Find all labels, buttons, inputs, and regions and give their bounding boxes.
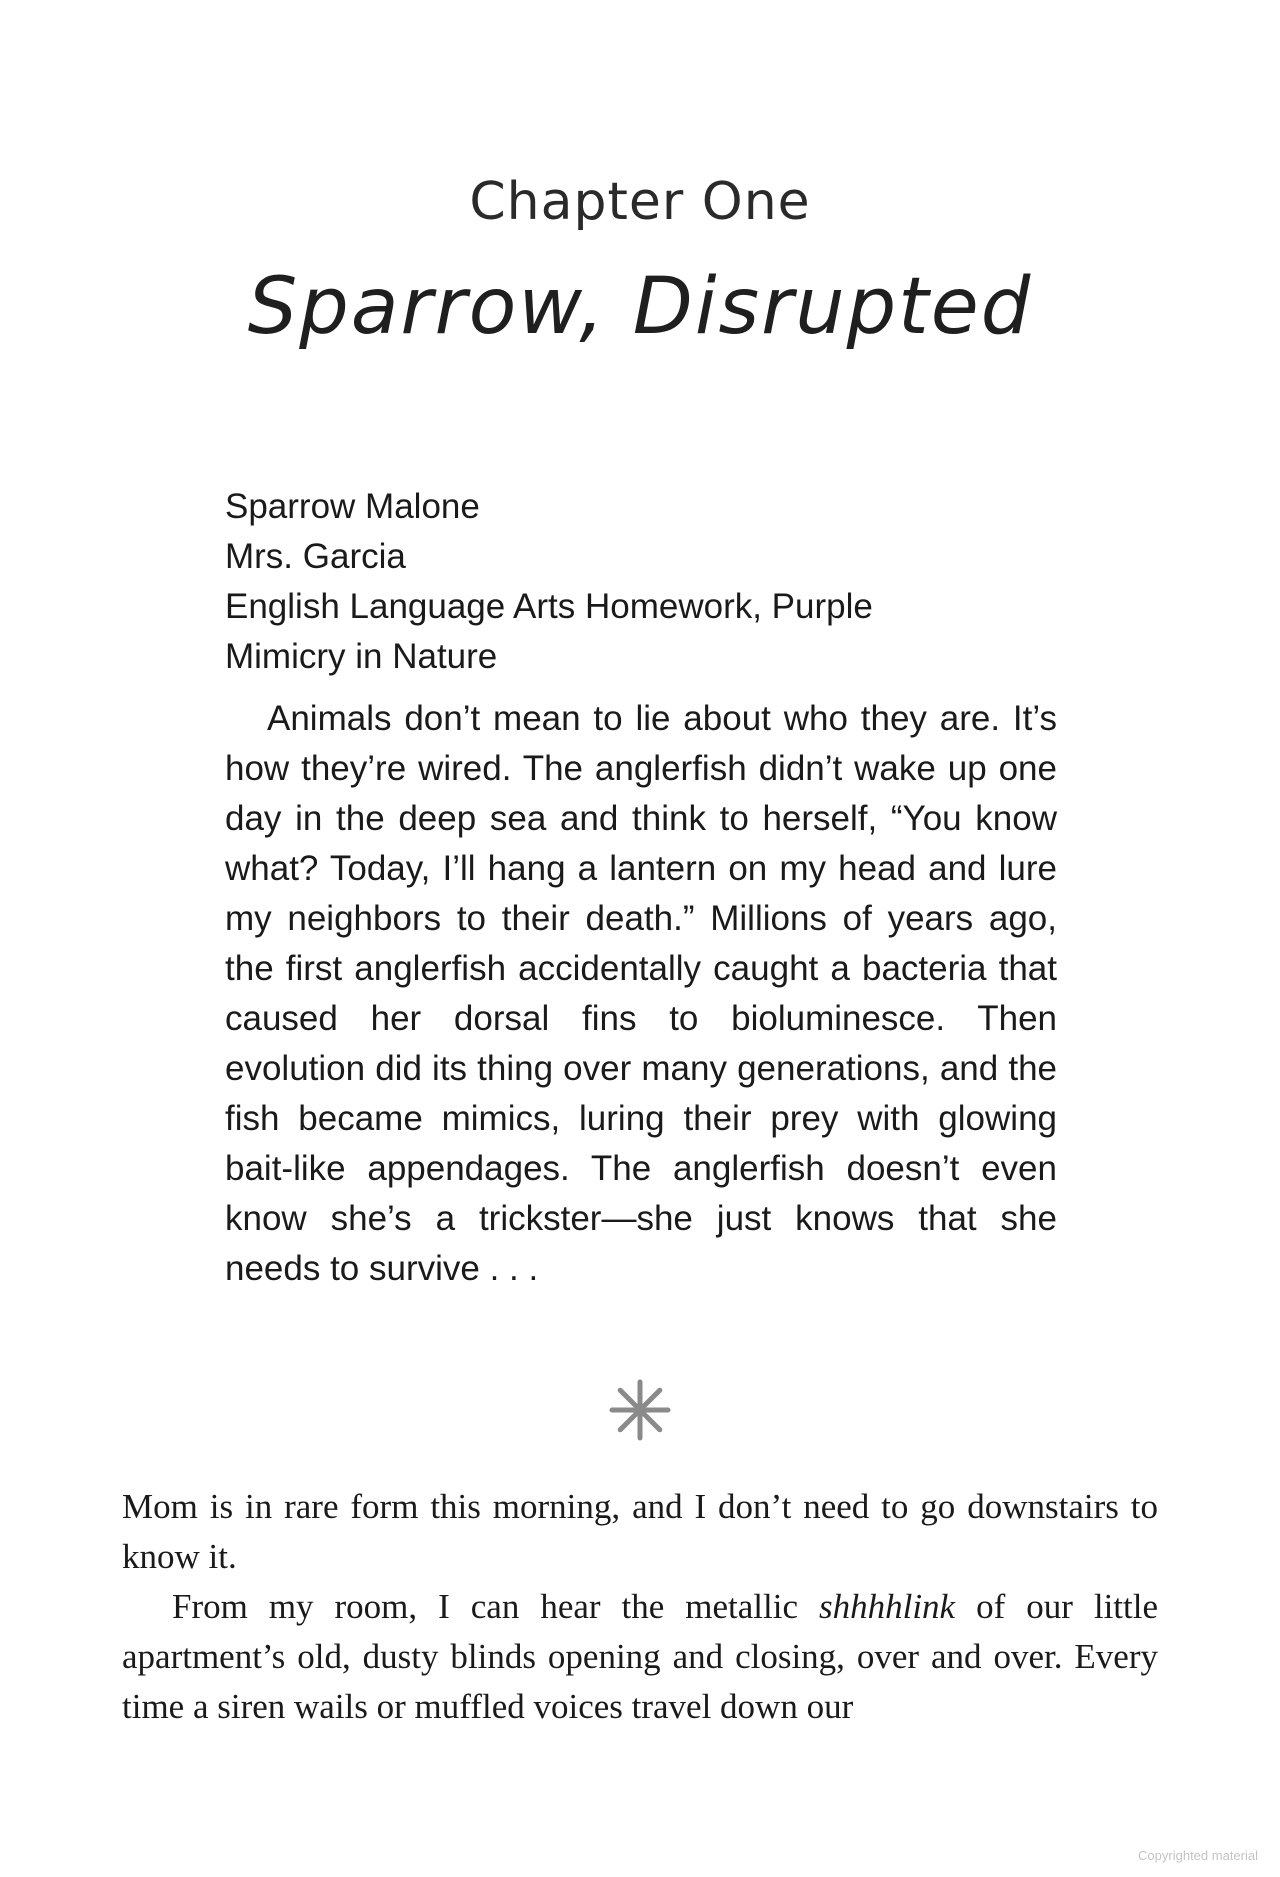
story-text-segment: From my room, I can hear the metallic [172,1587,819,1626]
chapter-title: Sparrow, Disrupted [247,262,1033,352]
story-text-segment: of our little apartment’s old, dusty blinds opening and closing, over and over. Every time a siren wails or muffled voices travel down our [122,1587,1158,1726]
asterisk-ornament-icon [608,1378,672,1442]
homework-class-name: English Language Arts Homework, Purple [225,587,873,626]
homework-essay-title: Mimicry in Nature [225,637,498,676]
homework-student-name: Sparrow Malone [225,487,480,526]
story-paragraph: Mom is in rare form this morning, and I don’t need to go downstairs to know it. [122,1487,1158,1576]
homework-block [225,482,1057,1294]
asterisk-ray [644,1414,660,1430]
asterisk-ray [620,1414,636,1430]
chapter-number: Chapter One [469,172,811,232]
asterisk-ray [644,1390,660,1406]
asterisk-ray [620,1390,636,1406]
homework-teacher-name: Mrs. Garcia [225,537,406,576]
copyright-notice: Copyrighted material [1138,1848,1258,1863]
sound-effect-text: shhhhlink [818,1587,956,1626]
homework-essay-text: Animals don’t mean to lie about who they are. It’s how they’re wired. The anglerfish didn’t wake up one day in the deep sea and think to herself, “You know what? Today, I’ll hang a lantern on my head and lure my neighbors to their death.” Millions of years ago, the first anglerfish accidentally caught a bacteria that caused her dorsal fins to bioluminesce. Then evolution did its thing over many generations, and the fish became mimics, luring their prey with glowing bait-like appendages. The anglerfish doesn’t even know she’s a trickster—she just knows that she needs to survive . . . [225,699,1057,1288]
story-text [122,1482,1158,1732]
story-paragraph [122,1582,1158,1732]
